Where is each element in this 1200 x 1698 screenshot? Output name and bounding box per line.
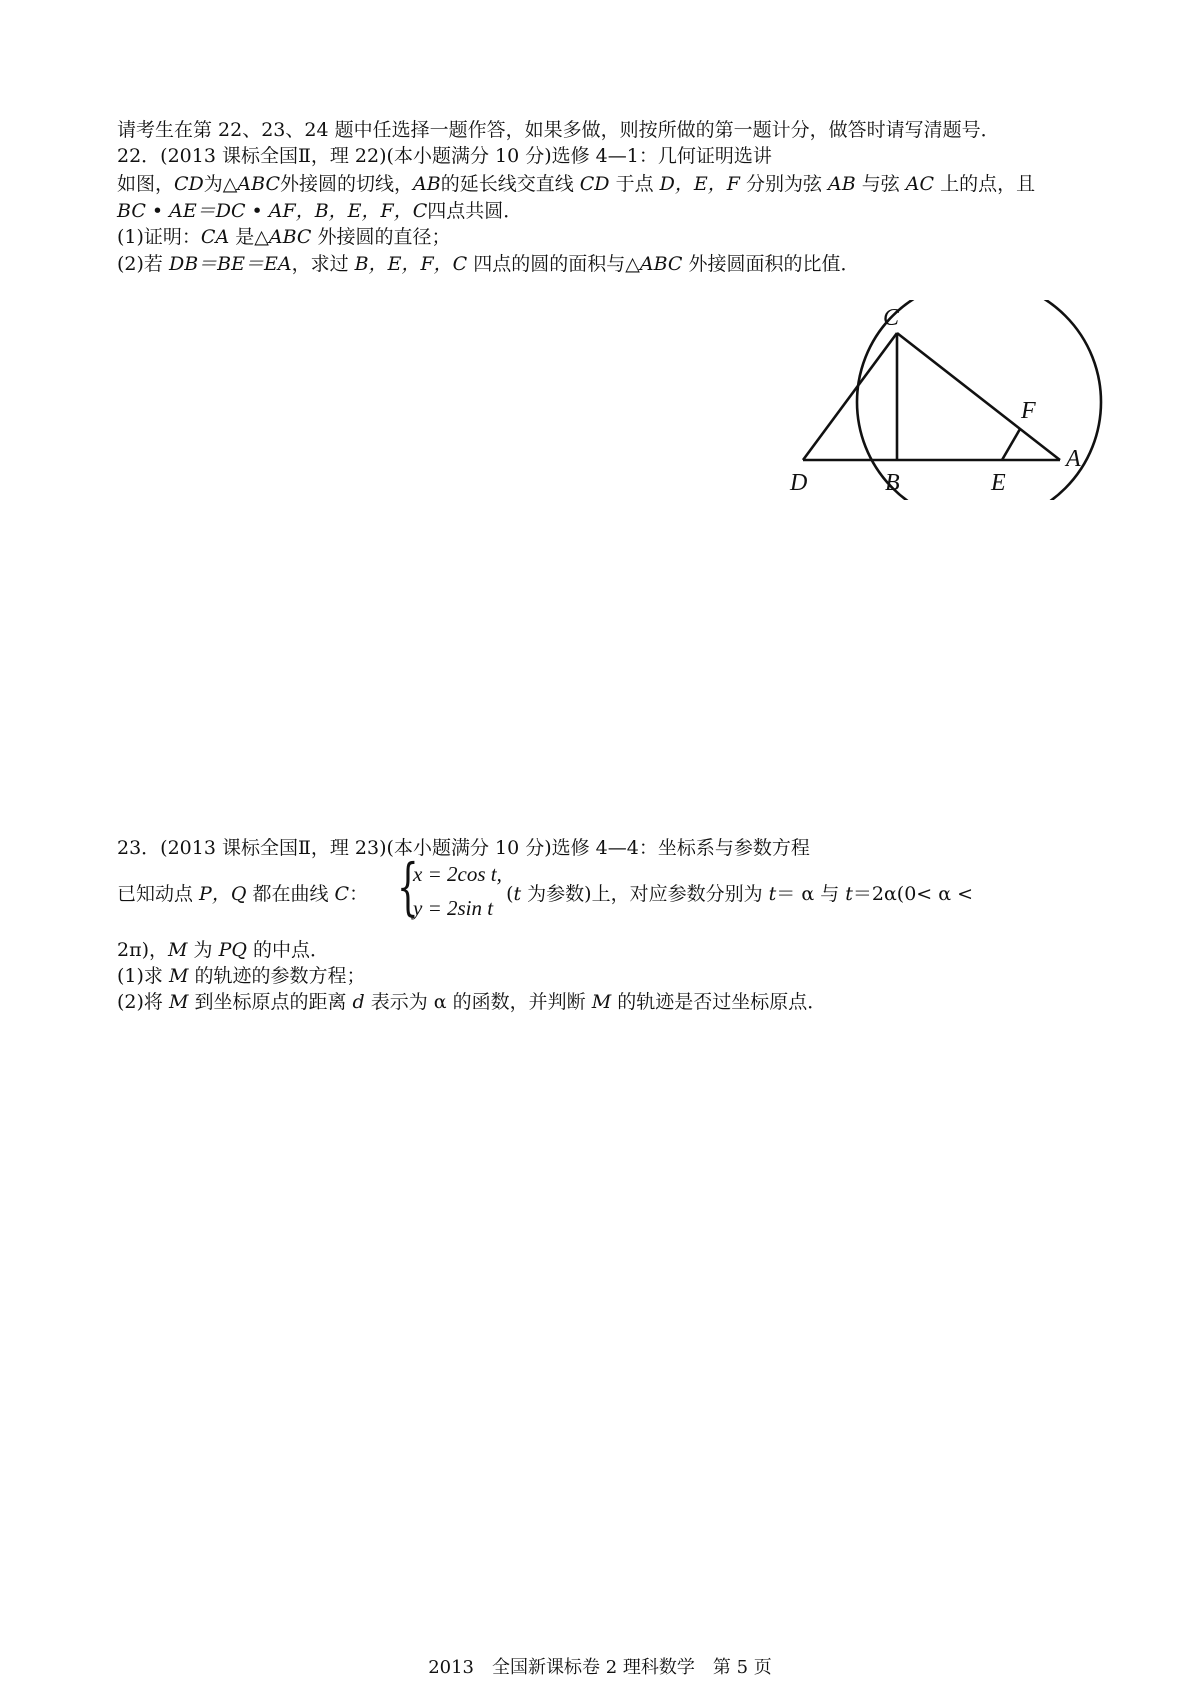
q23-part2: (2)将 M 到坐标原点的距离 d 表示为 α 的函数，并判断 M 的轨迹是否过坐标原点． [117,991,827,1013]
q22-part2: (2)若 DB＝BE＝EA，求过 B，E，F，C 四点的圆的面积与△ABC 外接圆面积的比值． [117,253,860,275]
label-E: E [991,470,1006,496]
equation-y: y = 2sin t [413,896,494,920]
q22-header: 22．(2013 课标全国Ⅱ，理 22)(本小题满分 10 分)选修 4—1：几何证明选讲 [117,145,772,167]
segment-EF [1002,429,1020,460]
q23-stem-line1: 已知动点 P，Q 都在曲线 C： (t 为参数)上，对应参数分别为 t＝ α 与 t＝2α(0< α < [117,883,974,905]
q22-stem-line1: 如图，CD为△ABC外接圆的切线，AB的延长线交直线 CD 于点 D，E，F 分别为弦 AB 与弦 AC 上的点，且 [117,173,1036,195]
equation-x: x = 2cos t, [413,862,502,886]
segment-DC [803,333,897,460]
label-B: B [885,470,900,496]
page-footer: 2013 全国新课标卷 2 理科数学 第 5 页 [428,1657,772,1678]
q22-part1: (1)证明：CA 是△ABC 外接圆的直径； [117,226,451,248]
instruction-text: 请考生在第 22、23、24 题中任选择一题作答，如果多做，则按所做的第一题计分，做答时请写清题号． [117,119,1000,141]
q23-part1: (1)求 M 的轨迹的参数方程； [117,965,366,987]
brace-symbol: { [397,850,419,923]
label-F: F [1021,398,1036,424]
q23-header: 23．(2013 课标全国Ⅱ，理 23)(本小题满分 10 分)选修 4—4：坐标系与参数方程 [117,837,810,859]
geometry-diagram [783,300,1103,500]
segment-CA [897,333,1060,460]
label-D: D [790,470,808,496]
parametric-equation-system [397,850,522,928]
label-C: C [883,305,900,331]
label-A: A [1066,446,1081,472]
q23-stem-line2: 2π)，M 为 PQ 的中点． [117,939,329,961]
q22-stem-line2: BC • AE＝DC • AF，B，E，F，C四点共圆． [117,200,523,222]
